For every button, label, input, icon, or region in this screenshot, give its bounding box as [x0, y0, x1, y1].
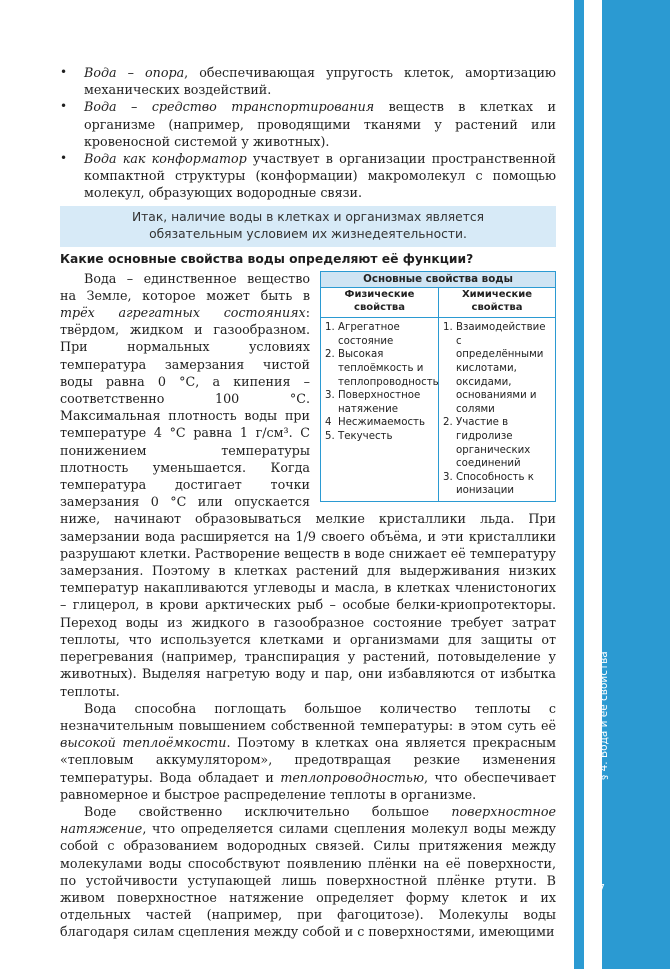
conclusion-box: [60, 206, 556, 247]
term-heat-capacity: высокой теплоёмкости: [60, 735, 227, 751]
bullet-term: Вода – опора: [84, 65, 185, 80]
properties-table: [320, 271, 556, 502]
list-item: 5. Текучесть: [325, 430, 393, 442]
chemical-column: [438, 288, 555, 501]
list-item: 4 Несжимаемость: [325, 417, 425, 429]
paragraph-states: Вода – единственное вещество на Земле, которое может быть в трёх агрегатных состояниях: твёрдом, жидком и газообразном. При нормальных условиях температура замерзания чистой воды равна 0 °С, а кипения – соответственно 100 °С. Максимальная плотность воды при температуре 4 °С равна 1 г/см³. С понижением температуры плотность уменьшается. Когда температура достигает точки замерзания 0 °С или опускается ниже, начинают образовываться мелкие кристаллики льда. При замерзании вода расширяется на 1/9 своего объёма, и эти кристаллики разрушают клетки. Растворение веществ в воде снижает её температуру замерзания. Поэтому в клетках растений для выдерживания низких температур накапливаются углеводы и масла, в клетках членистоногих – глицерол, в крови арктических рыб – особые белки-криопротекторы. Переход воды из жидкого в газообразное состояние требует затрат теплоты, что используется клетками и организмами для защиты от перегревания (например, транспирация у растений, потовыделение у животных). Выделяя нагретую воду и пар, они избавляются от избытка теплоты.: [60, 270, 556, 699]
term-states: трёх агрегатных состояниях: [60, 305, 306, 321]
term-conductivity: теплопроводностью: [280, 769, 424, 785]
list-item: [60, 64, 556, 98]
conclusion-line-1: Итак, наличие воды в клетках и организмах является: [131, 209, 485, 224]
bullet-text: , обеспечивающая упругость клеток, амортизацию механических воздействий.: [84, 65, 556, 98]
physical-header: Физические свойства: [321, 288, 438, 318]
term-surface-tension: поверхностное натяжение: [60, 803, 556, 837]
bullet-text: веществ в клетках и организме (например, проводящими тканями у растений или кровеносной системой у животных).: [84, 99, 556, 149]
bullet-term: Вода – средство транспортирования: [84, 99, 375, 115]
list-item: 1. Взаимодействие с определёнными кислотами, оксидами, основаниями и солями: [443, 322, 546, 415]
paragraph-surface-tension: Воде свойственно исключительно большое поверхностное натяжение, что определяется силами сцепления молекул воды между собой с образованием водородных связей. Силы притяжения между молекулами воды способствуют появлению плёнки на её поверхности, по устойчивости уступающей лишь поверхностной плёнке ртути. В живом поверхностное натяжение определяет форму клеток и их отдельных частей (например, при фагоцитозе). Молекулы воды благодаря силам сцепления между собой и с поверхностями, имеющими: [60, 803, 556, 940]
conclusion-line-2: обязательным условием их жизнедеятельности.: [149, 226, 467, 241]
bullet-list: [60, 64, 556, 202]
page-content: [60, 64, 556, 941]
list-item: 1. Агрегатное состояние: [325, 322, 400, 347]
list-item: 2. Участие в гидролизе органических соединений: [443, 417, 531, 470]
bullet-text: участвует в организации пространственной компактной структуры (конформации) макромолекул с помощью молекул, образующих водородные связи.: [84, 151, 556, 201]
list-item: 3. Поверхностное натяжение: [325, 390, 421, 415]
table-title: Основные свойства воды: [321, 272, 555, 289]
list-item: [60, 98, 556, 150]
bullet-term: Вода как конформатор: [84, 151, 247, 167]
paragraph-heat-capacity: Вода способна поглощать большое количество теплоты с незначительным повышением собственной температуры: в этом суть её высокой теплоёмкости. Поэтому в клетках она является прекрасным «тепловым аккумулятором», предотвращая резкие изменения температуры. Вода обладает и теплопроводностью, что обеспечивает равномерное и быстрое распределение теплоты в организме.: [60, 700, 556, 802]
sidebar-stripe: [584, 0, 602, 969]
section-question: Какие основные свойства воды определяют её функции?: [60, 251, 474, 266]
page-number: 17: [591, 882, 605, 895]
list-item: 3. Способность к ионизации: [443, 471, 534, 497]
chemical-header: Химические свойства: [439, 288, 555, 318]
list-item: 2. Высокая теплоёмкость и теплопроводность: [325, 349, 439, 388]
physical-column: [321, 288, 438, 501]
list-item: [60, 150, 556, 202]
sidebar-band: [574, 0, 670, 969]
